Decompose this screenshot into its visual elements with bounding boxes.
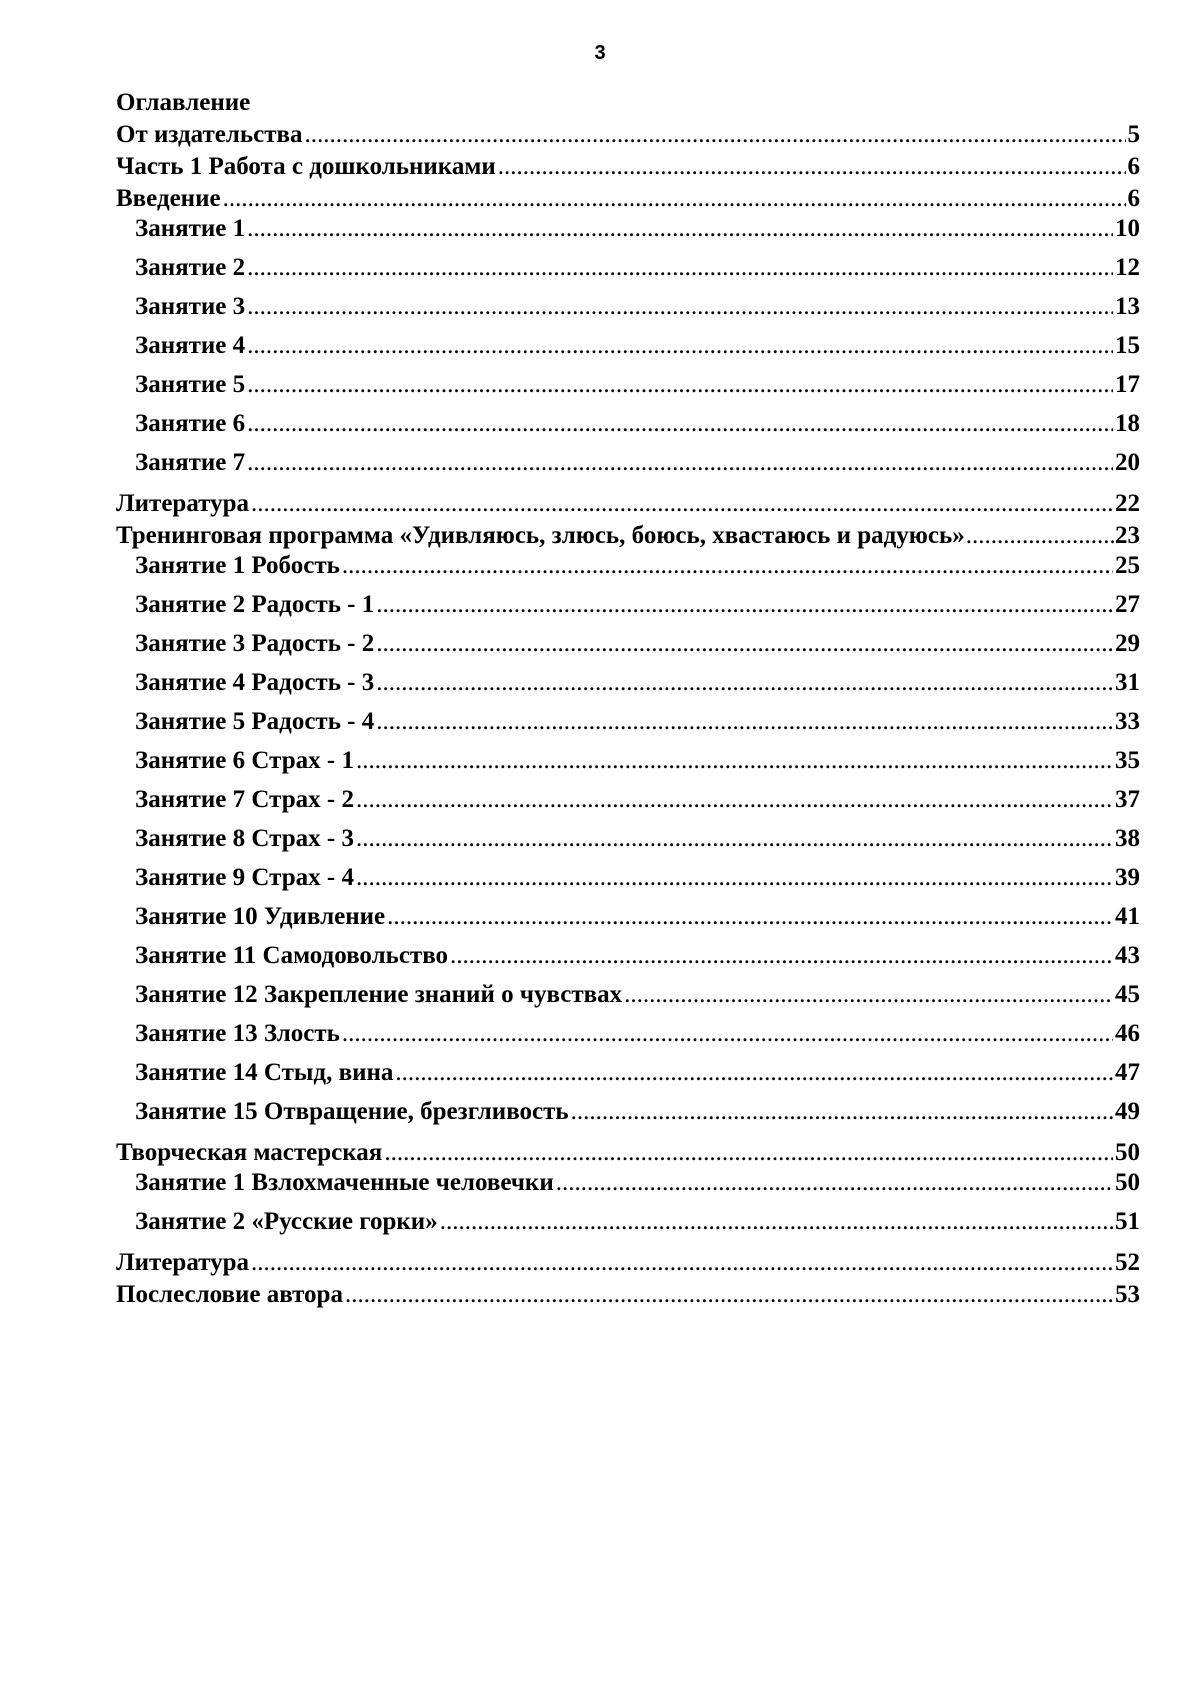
toc-entry[interactable] [116, 824, 1140, 863]
dot-leader [345, 1280, 1113, 1310]
toc-entry-title: Занятие 13 Злость [135, 1020, 340, 1047]
toc-entry[interactable] [116, 152, 1140, 182]
dot-leader [440, 1207, 1113, 1237]
toc-entry-title: Литература [116, 490, 250, 517]
dot-leader [223, 184, 1126, 214]
toc-entry-title: Занятие 1 [135, 215, 246, 242]
toc-entry-title: Введение [116, 185, 221, 212]
toc-entry[interactable] [116, 120, 1140, 150]
dot-leader [304, 120, 1125, 150]
toc-entry-page: 5 [1127, 121, 1140, 148]
toc-entry[interactable] [116, 1097, 1140, 1136]
dot-leader [450, 941, 1113, 971]
toc-entry-title: Занятие 5 [135, 371, 246, 398]
toc-entry-page: 17 [1115, 371, 1140, 398]
toc-entry-page: 52 [1115, 1249, 1140, 1276]
toc-entry-title: Послесловие автора [116, 1281, 343, 1308]
toc-entry[interactable] [116, 448, 1140, 487]
dot-leader [384, 1138, 1113, 1168]
dot-leader [556, 1168, 1113, 1198]
dot-leader [376, 629, 1113, 659]
toc-entry-page: 15 [1115, 332, 1140, 359]
toc-entry-title: Занятие 7 [135, 449, 246, 476]
toc-entry-page: 41 [1115, 903, 1140, 930]
toc-entry-page: 49 [1115, 1098, 1140, 1125]
toc-entry[interactable] [116, 590, 1140, 629]
toc-entry-title: Занятие 2 «Русские горки» [135, 1208, 438, 1235]
toc-entry[interactable] [116, 941, 1140, 980]
toc-entry[interactable] [116, 863, 1140, 902]
dot-leader [356, 785, 1113, 815]
toc-entry[interactable] [116, 521, 1140, 551]
toc-entry-title: Часть 1 Работа с дошкольниками [116, 153, 496, 180]
toc-entry-title: Творческая мастерская [116, 1139, 383, 1166]
toc-entry-title: От издательства [116, 121, 303, 148]
toc-entry[interactable] [116, 707, 1140, 746]
toc-entry[interactable] [116, 629, 1140, 668]
dot-leader [376, 668, 1113, 698]
toc-entry-title: Занятие 1 Робость [135, 552, 340, 579]
toc-entry[interactable] [116, 902, 1140, 941]
toc-entry-title: Занятие 3 Радость - 2 [135, 630, 375, 657]
toc-entry-page: 20 [1115, 449, 1140, 476]
toc-list [116, 120, 1140, 1310]
dot-leader [387, 902, 1113, 932]
toc-entry-title: Занятие 4 [135, 332, 246, 359]
toc-entry[interactable] [116, 551, 1140, 590]
toc-entry-page: 10 [1115, 215, 1140, 242]
toc-entry-page: 37 [1115, 786, 1140, 813]
toc-entry-page: 47 [1115, 1059, 1140, 1086]
dot-leader [247, 370, 1113, 400]
toc-entry-page: 45 [1115, 981, 1140, 1008]
dot-leader [356, 863, 1113, 893]
toc-entry-page: 6 [1127, 153, 1140, 180]
toc-entry-title: Литература [116, 1249, 250, 1276]
dot-leader [624, 980, 1113, 1010]
toc-entry[interactable] [116, 1138, 1140, 1168]
toc-entry[interactable] [116, 1058, 1140, 1097]
toc-entry[interactable] [116, 1248, 1140, 1278]
dot-leader [247, 292, 1113, 322]
toc-entry[interactable] [116, 1207, 1140, 1246]
dot-leader [247, 214, 1113, 244]
toc-entry[interactable] [116, 668, 1140, 707]
dot-leader [251, 489, 1113, 519]
toc-entry[interactable] [116, 489, 1140, 519]
toc-entry[interactable] [116, 980, 1140, 1019]
toc-entry-page: 53 [1115, 1281, 1140, 1308]
toc-entry-title: Занятие 14 Стыд, вина [135, 1059, 394, 1086]
dot-leader [247, 331, 1113, 361]
toc-entry-title: Занятие 10 Удивление [135, 903, 386, 930]
toc-entry-page: 29 [1115, 630, 1140, 657]
dot-leader [376, 707, 1113, 737]
dot-leader [966, 521, 1114, 551]
toc-title: Оглавление [116, 89, 251, 116]
toc-entry-title: Занятие 8 Страх - 3 [135, 825, 354, 852]
toc-entry-page: 25 [1115, 552, 1140, 579]
toc-entry-title: Занятие 11 Самодовольство [135, 942, 449, 969]
dot-leader [342, 551, 1113, 581]
toc-entry-title: Занятие 3 [135, 293, 246, 320]
table-of-contents [116, 88, 1140, 1310]
toc-entry-page: 12 [1115, 254, 1140, 281]
toc-entry[interactable] [116, 746, 1140, 785]
toc-entry-title: Тренинговая программа «Удивляюсь, злюсь, боюсь, хвастаюсь и радуюсь» [116, 522, 965, 549]
dot-leader [395, 1058, 1113, 1088]
dot-leader [247, 409, 1113, 439]
toc-entry-title: Занятие 12 Закрепление знаний о чувствах [135, 981, 623, 1008]
toc-entry[interactable] [116, 253, 1140, 292]
toc-entry-page: 50 [1115, 1139, 1140, 1166]
toc-entry-page: 23 [1115, 522, 1140, 549]
toc-entry[interactable] [116, 409, 1140, 448]
toc-entry[interactable] [116, 370, 1140, 409]
toc-entry-title: Занятие 6 [135, 410, 246, 437]
toc-entry-page: 33 [1115, 708, 1140, 735]
toc-entry[interactable] [116, 785, 1140, 824]
toc-entry-title: Занятие 6 Страх - 1 [135, 747, 354, 774]
toc-entry-page: 39 [1115, 864, 1140, 891]
toc-entry[interactable] [116, 292, 1140, 331]
dot-leader [571, 1097, 1113, 1127]
dot-leader [247, 448, 1113, 478]
dot-leader [498, 152, 1126, 182]
dot-leader [247, 253, 1113, 283]
toc-entry-title: Занятие 1 Взлохмаченные человечки [135, 1169, 554, 1196]
toc-entry[interactable] [116, 1019, 1140, 1058]
toc-entry-title: Занятие 5 Радость - 4 [135, 708, 375, 735]
toc-entry-title: Занятие 9 Страх - 4 [135, 864, 354, 891]
toc-entry-title: Занятие 4 Радость - 3 [135, 669, 375, 696]
dot-leader [251, 1248, 1113, 1278]
toc-entry-page: 35 [1115, 747, 1140, 774]
toc-entry-page: 6 [1127, 185, 1140, 212]
toc-entry-title: Занятие 15 Отвращение, брезгливость [135, 1098, 569, 1125]
page-number: 3 [594, 42, 606, 64]
toc-entry-page: 43 [1115, 942, 1140, 969]
dot-leader [342, 1019, 1113, 1049]
toc-entry-page: 46 [1115, 1020, 1140, 1047]
toc-entry[interactable] [116, 1168, 1140, 1207]
toc-entry-page: 38 [1115, 825, 1140, 852]
toc-entry-page: 18 [1115, 410, 1140, 437]
toc-entry-page: 51 [1115, 1208, 1140, 1235]
toc-entry-title: Занятие 2 [135, 254, 246, 281]
toc-entry-title: Занятие 2 Радость - 1 [135, 591, 375, 618]
toc-entry[interactable] [116, 1280, 1140, 1310]
dot-leader [376, 590, 1113, 620]
toc-entry-page: 31 [1115, 669, 1140, 696]
toc-entry-page: 50 [1115, 1169, 1140, 1196]
toc-entry-page: 22 [1115, 490, 1140, 517]
toc-entry[interactable] [116, 331, 1140, 370]
dot-leader [356, 824, 1113, 854]
toc-entry-page: 27 [1115, 591, 1140, 618]
dot-leader [356, 746, 1113, 776]
toc-entry[interactable] [116, 184, 1140, 214]
toc-entry-title: Занятие 7 Страх - 2 [135, 786, 354, 813]
toc-entry[interactable] [116, 214, 1140, 253]
toc-entry-page: 13 [1115, 293, 1140, 320]
